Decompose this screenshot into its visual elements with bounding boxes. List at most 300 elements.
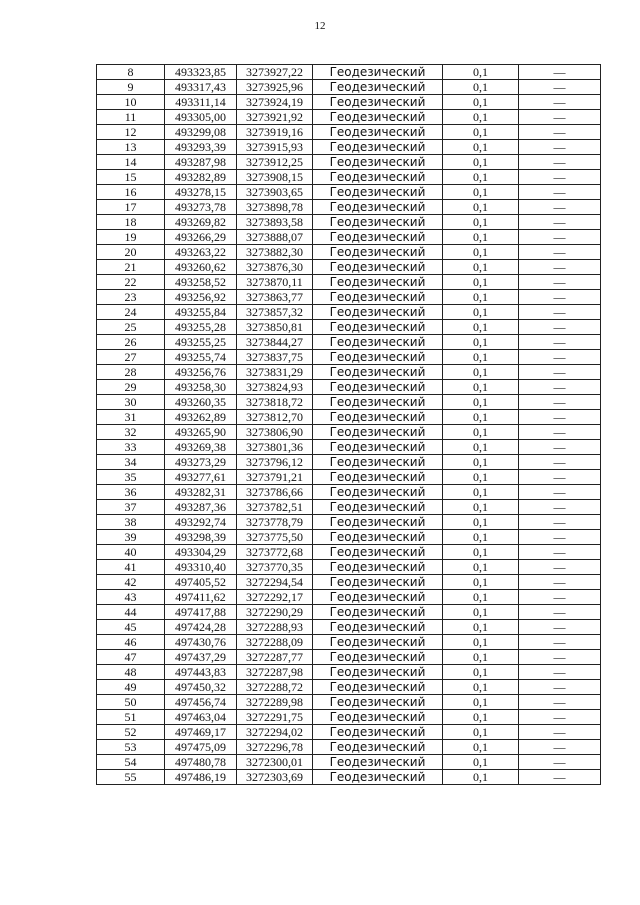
note-cell: — bbox=[519, 185, 601, 200]
note-cell: — bbox=[519, 65, 601, 80]
method-cell: Геодезический bbox=[313, 650, 443, 665]
method-cell: Геодезический bbox=[313, 200, 443, 215]
x-coordinate-cell: 493256,76 bbox=[165, 365, 237, 380]
accuracy-cell: 0,1 bbox=[443, 485, 519, 500]
x-coordinate-cell: 493263,22 bbox=[165, 245, 237, 260]
point-number-cell: 54 bbox=[97, 755, 165, 770]
note-cell: — bbox=[519, 680, 601, 695]
accuracy-cell: 0,1 bbox=[443, 395, 519, 410]
point-number-cell: 53 bbox=[97, 740, 165, 755]
table-row bbox=[97, 245, 601, 260]
point-number-cell: 51 bbox=[97, 710, 165, 725]
accuracy-cell: 0,1 bbox=[443, 305, 519, 320]
point-number-cell: 35 bbox=[97, 470, 165, 485]
method-cell: Геодезический bbox=[313, 635, 443, 650]
x-coordinate-cell: 493258,52 bbox=[165, 275, 237, 290]
accuracy-cell: 0,1 bbox=[443, 200, 519, 215]
x-coordinate-cell: 497475,09 bbox=[165, 740, 237, 755]
method-cell: Геодезический bbox=[313, 275, 443, 290]
table-row bbox=[97, 470, 601, 485]
x-coordinate-cell: 493299,08 bbox=[165, 125, 237, 140]
method-cell: Геодезический bbox=[313, 560, 443, 575]
y-coordinate-cell: 3272287,98 bbox=[237, 665, 313, 680]
method-cell: Геодезический bbox=[313, 410, 443, 425]
accuracy-cell: 0,1 bbox=[443, 665, 519, 680]
point-number-cell: 13 bbox=[97, 140, 165, 155]
x-coordinate-cell: 493311,14 bbox=[165, 95, 237, 110]
accuracy-cell: 0,1 bbox=[443, 500, 519, 515]
accuracy-cell: 0,1 bbox=[443, 650, 519, 665]
y-coordinate-cell: 3273778,79 bbox=[237, 515, 313, 530]
table-row bbox=[97, 695, 601, 710]
y-coordinate-cell: 3273831,29 bbox=[237, 365, 313, 380]
note-cell: — bbox=[519, 245, 601, 260]
x-coordinate-cell: 493255,25 bbox=[165, 335, 237, 350]
method-cell: Геодезический bbox=[313, 455, 443, 470]
x-coordinate-cell: 493260,62 bbox=[165, 260, 237, 275]
y-coordinate-cell: 3273898,78 bbox=[237, 200, 313, 215]
method-cell: Геодезический bbox=[313, 290, 443, 305]
note-cell: — bbox=[519, 740, 601, 755]
x-coordinate-cell: 497480,78 bbox=[165, 755, 237, 770]
x-coordinate-cell: 493258,30 bbox=[165, 380, 237, 395]
x-coordinate-cell: 493292,74 bbox=[165, 515, 237, 530]
x-coordinate-cell: 493255,74 bbox=[165, 350, 237, 365]
table-row bbox=[97, 215, 601, 230]
note-cell: — bbox=[519, 755, 601, 770]
note-cell: — bbox=[519, 155, 601, 170]
x-coordinate-cell: 493317,43 bbox=[165, 80, 237, 95]
point-number-cell: 15 bbox=[97, 170, 165, 185]
note-cell: — bbox=[519, 200, 601, 215]
note-cell: — bbox=[519, 710, 601, 725]
x-coordinate-cell: 493293,39 bbox=[165, 140, 237, 155]
note-cell: — bbox=[519, 575, 601, 590]
point-number-cell: 34 bbox=[97, 455, 165, 470]
accuracy-cell: 0,1 bbox=[443, 590, 519, 605]
x-coordinate-cell: 497430,76 bbox=[165, 635, 237, 650]
method-cell: Геодезический bbox=[313, 770, 443, 785]
table-row bbox=[97, 665, 601, 680]
table-row bbox=[97, 545, 601, 560]
table-row bbox=[97, 110, 601, 125]
x-coordinate-cell: 493262,89 bbox=[165, 410, 237, 425]
table-row bbox=[97, 380, 601, 395]
y-coordinate-cell: 3272300,01 bbox=[237, 755, 313, 770]
x-coordinate-cell: 493256,92 bbox=[165, 290, 237, 305]
accuracy-cell: 0,1 bbox=[443, 575, 519, 590]
accuracy-cell: 0,1 bbox=[443, 455, 519, 470]
method-cell: Геодезический bbox=[313, 575, 443, 590]
point-number-cell: 12 bbox=[97, 125, 165, 140]
accuracy-cell: 0,1 bbox=[443, 215, 519, 230]
table-row bbox=[97, 770, 601, 785]
point-number-cell: 40 bbox=[97, 545, 165, 560]
accuracy-cell: 0,1 bbox=[443, 770, 519, 785]
point-number-cell: 21 bbox=[97, 260, 165, 275]
y-coordinate-cell: 3273772,68 bbox=[237, 545, 313, 560]
note-cell: — bbox=[519, 140, 601, 155]
table-row bbox=[97, 485, 601, 500]
accuracy-cell: 0,1 bbox=[443, 125, 519, 140]
x-coordinate-cell: 493265,90 bbox=[165, 425, 237, 440]
method-cell: Геодезический bbox=[313, 740, 443, 755]
table-row bbox=[97, 335, 601, 350]
x-coordinate-cell: 493282,89 bbox=[165, 170, 237, 185]
table-row bbox=[97, 650, 601, 665]
note-cell: — bbox=[519, 515, 601, 530]
note-cell: — bbox=[519, 365, 601, 380]
note-cell: — bbox=[519, 695, 601, 710]
accuracy-cell: 0,1 bbox=[443, 380, 519, 395]
accuracy-cell: 0,1 bbox=[443, 440, 519, 455]
point-number-cell: 26 bbox=[97, 335, 165, 350]
y-coordinate-cell: 3272289,98 bbox=[237, 695, 313, 710]
accuracy-cell: 0,1 bbox=[443, 275, 519, 290]
table-row bbox=[97, 395, 601, 410]
accuracy-cell: 0,1 bbox=[443, 110, 519, 125]
x-coordinate-cell: 493278,15 bbox=[165, 185, 237, 200]
table-row bbox=[97, 755, 601, 770]
method-cell: Геодезический bbox=[313, 620, 443, 635]
point-number-cell: 44 bbox=[97, 605, 165, 620]
point-number-cell: 29 bbox=[97, 380, 165, 395]
table-row bbox=[97, 620, 601, 635]
note-cell: — bbox=[519, 590, 601, 605]
y-coordinate-cell: 3273796,12 bbox=[237, 455, 313, 470]
note-cell: — bbox=[519, 635, 601, 650]
x-coordinate-cell: 493255,28 bbox=[165, 320, 237, 335]
table-row bbox=[97, 305, 601, 320]
method-cell: Геодезический bbox=[313, 680, 443, 695]
method-cell: Геодезический bbox=[313, 350, 443, 365]
accuracy-cell: 0,1 bbox=[443, 365, 519, 380]
y-coordinate-cell: 3272290,29 bbox=[237, 605, 313, 620]
method-cell: Геодезический bbox=[313, 605, 443, 620]
accuracy-cell: 0,1 bbox=[443, 425, 519, 440]
table-row bbox=[97, 365, 601, 380]
table-row bbox=[97, 80, 601, 95]
accuracy-cell: 0,1 bbox=[443, 755, 519, 770]
method-cell: Геодезический bbox=[313, 665, 443, 680]
y-coordinate-cell: 3273818,72 bbox=[237, 395, 313, 410]
method-cell: Геодезический bbox=[313, 485, 443, 500]
table-row bbox=[97, 410, 601, 425]
accuracy-cell: 0,1 bbox=[443, 605, 519, 620]
y-coordinate-cell: 3273801,36 bbox=[237, 440, 313, 455]
x-coordinate-cell: 493298,39 bbox=[165, 530, 237, 545]
y-coordinate-cell: 3273770,35 bbox=[237, 560, 313, 575]
point-number-cell: 46 bbox=[97, 635, 165, 650]
note-cell: — bbox=[519, 500, 601, 515]
y-coordinate-cell: 3273893,58 bbox=[237, 215, 313, 230]
note-cell: — bbox=[519, 215, 601, 230]
table-row bbox=[97, 455, 601, 470]
x-coordinate-cell: 493266,29 bbox=[165, 230, 237, 245]
table-row bbox=[97, 200, 601, 215]
table-row bbox=[97, 590, 601, 605]
table-row bbox=[97, 680, 601, 695]
y-coordinate-cell: 3273791,21 bbox=[237, 470, 313, 485]
method-cell: Геодезический bbox=[313, 530, 443, 545]
table-row bbox=[97, 515, 601, 530]
y-coordinate-cell: 3272287,77 bbox=[237, 650, 313, 665]
accuracy-cell: 0,1 bbox=[443, 545, 519, 560]
method-cell: Геодезический bbox=[313, 230, 443, 245]
method-cell: Геодезический bbox=[313, 65, 443, 80]
accuracy-cell: 0,1 bbox=[443, 470, 519, 485]
table-row bbox=[97, 170, 601, 185]
method-cell: Геодезический bbox=[313, 395, 443, 410]
point-number-cell: 23 bbox=[97, 290, 165, 305]
point-number-cell: 24 bbox=[97, 305, 165, 320]
note-cell: — bbox=[519, 80, 601, 95]
table-row bbox=[97, 125, 601, 140]
x-coordinate-cell: 497424,28 bbox=[165, 620, 237, 635]
x-coordinate-cell: 493282,31 bbox=[165, 485, 237, 500]
point-number-cell: 42 bbox=[97, 575, 165, 590]
method-cell: Геодезический bbox=[313, 320, 443, 335]
table-row bbox=[97, 725, 601, 740]
note-cell: — bbox=[519, 485, 601, 500]
table-row bbox=[97, 155, 601, 170]
y-coordinate-cell: 3273925,96 bbox=[237, 80, 313, 95]
note-cell: — bbox=[519, 290, 601, 305]
note-cell: — bbox=[519, 470, 601, 485]
y-coordinate-cell: 3272291,75 bbox=[237, 710, 313, 725]
accuracy-cell: 0,1 bbox=[443, 65, 519, 80]
y-coordinate-cell: 3273857,32 bbox=[237, 305, 313, 320]
accuracy-cell: 0,1 bbox=[443, 560, 519, 575]
note-cell: — bbox=[519, 440, 601, 455]
point-number-cell: 31 bbox=[97, 410, 165, 425]
note-cell: — bbox=[519, 530, 601, 545]
accuracy-cell: 0,1 bbox=[443, 155, 519, 170]
y-coordinate-cell: 3272303,69 bbox=[237, 770, 313, 785]
table-row bbox=[97, 320, 601, 335]
y-coordinate-cell: 3272288,93 bbox=[237, 620, 313, 635]
coordinates-table bbox=[96, 64, 601, 785]
x-coordinate-cell: 493260,35 bbox=[165, 395, 237, 410]
point-number-cell: 22 bbox=[97, 275, 165, 290]
method-cell: Геодезический bbox=[313, 110, 443, 125]
y-coordinate-cell: 3273863,77 bbox=[237, 290, 313, 305]
x-coordinate-cell: 497411,62 bbox=[165, 590, 237, 605]
method-cell: Геодезический bbox=[313, 440, 443, 455]
note-cell: — bbox=[519, 545, 601, 560]
accuracy-cell: 0,1 bbox=[443, 290, 519, 305]
method-cell: Геодезический bbox=[313, 140, 443, 155]
y-coordinate-cell: 3273915,93 bbox=[237, 140, 313, 155]
point-number-cell: 10 bbox=[97, 95, 165, 110]
x-coordinate-cell: 493277,61 bbox=[165, 470, 237, 485]
method-cell: Геодезический bbox=[313, 545, 443, 560]
page-number: 12 bbox=[314, 20, 326, 32]
accuracy-cell: 0,1 bbox=[443, 530, 519, 545]
x-coordinate-cell: 497469,17 bbox=[165, 725, 237, 740]
x-coordinate-cell: 497417,88 bbox=[165, 605, 237, 620]
table-row bbox=[97, 425, 601, 440]
method-cell: Геодезический bbox=[313, 215, 443, 230]
point-number-cell: 33 bbox=[97, 440, 165, 455]
table-row bbox=[97, 185, 601, 200]
table-row bbox=[97, 440, 601, 455]
point-number-cell: 27 bbox=[97, 350, 165, 365]
point-number-cell: 18 bbox=[97, 215, 165, 230]
y-coordinate-cell: 3272288,09 bbox=[237, 635, 313, 650]
y-coordinate-cell: 3273850,81 bbox=[237, 320, 313, 335]
point-number-cell: 45 bbox=[97, 620, 165, 635]
x-coordinate-cell: 497450,32 bbox=[165, 680, 237, 695]
method-cell: Геодезический bbox=[313, 335, 443, 350]
point-number-cell: 17 bbox=[97, 200, 165, 215]
accuracy-cell: 0,1 bbox=[443, 740, 519, 755]
point-number-cell: 48 bbox=[97, 665, 165, 680]
note-cell: — bbox=[519, 110, 601, 125]
table-row bbox=[97, 260, 601, 275]
y-coordinate-cell: 3273837,75 bbox=[237, 350, 313, 365]
table-row bbox=[97, 740, 601, 755]
y-coordinate-cell: 3272294,54 bbox=[237, 575, 313, 590]
point-number-cell: 19 bbox=[97, 230, 165, 245]
accuracy-cell: 0,1 bbox=[443, 185, 519, 200]
coordinates-table-body bbox=[97, 65, 601, 785]
note-cell: — bbox=[519, 275, 601, 290]
point-number-cell: 50 bbox=[97, 695, 165, 710]
table-row bbox=[97, 140, 601, 155]
x-coordinate-cell: 497463,04 bbox=[165, 710, 237, 725]
x-coordinate-cell: 493304,29 bbox=[165, 545, 237, 560]
point-number-cell: 8 bbox=[97, 65, 165, 80]
table-row bbox=[97, 560, 601, 575]
x-coordinate-cell: 493273,78 bbox=[165, 200, 237, 215]
accuracy-cell: 0,1 bbox=[443, 725, 519, 740]
method-cell: Геодезический bbox=[313, 260, 443, 275]
y-coordinate-cell: 3273912,25 bbox=[237, 155, 313, 170]
accuracy-cell: 0,1 bbox=[443, 140, 519, 155]
note-cell: — bbox=[519, 725, 601, 740]
accuracy-cell: 0,1 bbox=[443, 260, 519, 275]
note-cell: — bbox=[519, 620, 601, 635]
point-number-cell: 30 bbox=[97, 395, 165, 410]
table-row bbox=[97, 710, 601, 725]
note-cell: — bbox=[519, 665, 601, 680]
accuracy-cell: 0,1 bbox=[443, 170, 519, 185]
method-cell: Геодезический bbox=[313, 470, 443, 485]
note-cell: — bbox=[519, 770, 601, 785]
accuracy-cell: 0,1 bbox=[443, 230, 519, 245]
y-coordinate-cell: 3273824,93 bbox=[237, 380, 313, 395]
point-number-cell: 28 bbox=[97, 365, 165, 380]
method-cell: Геодезический bbox=[313, 305, 443, 320]
point-number-cell: 16 bbox=[97, 185, 165, 200]
method-cell: Геодезический bbox=[313, 725, 443, 740]
y-coordinate-cell: 3272292,17 bbox=[237, 590, 313, 605]
note-cell: — bbox=[519, 455, 601, 470]
note-cell: — bbox=[519, 605, 601, 620]
method-cell: Геодезический bbox=[313, 170, 443, 185]
accuracy-cell: 0,1 bbox=[443, 335, 519, 350]
method-cell: Геодезический bbox=[313, 710, 443, 725]
y-coordinate-cell: 3273775,50 bbox=[237, 530, 313, 545]
accuracy-cell: 0,1 bbox=[443, 80, 519, 95]
method-cell: Геодезический bbox=[313, 185, 443, 200]
method-cell: Геодезический bbox=[313, 500, 443, 515]
y-coordinate-cell: 3273782,51 bbox=[237, 500, 313, 515]
table-row bbox=[97, 575, 601, 590]
y-coordinate-cell: 3273882,30 bbox=[237, 245, 313, 260]
method-cell: Геодезический bbox=[313, 590, 443, 605]
table-row bbox=[97, 500, 601, 515]
note-cell: — bbox=[519, 380, 601, 395]
y-coordinate-cell: 3273888,07 bbox=[237, 230, 313, 245]
table-row bbox=[97, 605, 601, 620]
method-cell: Геодезический bbox=[313, 95, 443, 110]
x-coordinate-cell: 493269,82 bbox=[165, 215, 237, 230]
note-cell: — bbox=[519, 410, 601, 425]
note-cell: — bbox=[519, 350, 601, 365]
note-cell: — bbox=[519, 320, 601, 335]
point-number-cell: 52 bbox=[97, 725, 165, 740]
table-row bbox=[97, 65, 601, 80]
method-cell: Геодезический bbox=[313, 365, 443, 380]
point-number-cell: 11 bbox=[97, 110, 165, 125]
x-coordinate-cell: 493287,98 bbox=[165, 155, 237, 170]
note-cell: — bbox=[519, 335, 601, 350]
note-cell: — bbox=[519, 650, 601, 665]
note-cell: — bbox=[519, 170, 601, 185]
method-cell: Геодезический bbox=[313, 80, 443, 95]
x-coordinate-cell: 497437,29 bbox=[165, 650, 237, 665]
point-number-cell: 20 bbox=[97, 245, 165, 260]
table-row bbox=[97, 635, 601, 650]
y-coordinate-cell: 3272296,78 bbox=[237, 740, 313, 755]
y-coordinate-cell: 3273812,70 bbox=[237, 410, 313, 425]
point-number-cell: 14 bbox=[97, 155, 165, 170]
note-cell: — bbox=[519, 305, 601, 320]
accuracy-cell: 0,1 bbox=[443, 695, 519, 710]
method-cell: Геодезический bbox=[313, 245, 443, 260]
accuracy-cell: 0,1 bbox=[443, 320, 519, 335]
accuracy-cell: 0,1 bbox=[443, 350, 519, 365]
accuracy-cell: 0,1 bbox=[443, 95, 519, 110]
x-coordinate-cell: 497456,74 bbox=[165, 695, 237, 710]
accuracy-cell: 0,1 bbox=[443, 245, 519, 260]
x-coordinate-cell: 493310,40 bbox=[165, 560, 237, 575]
accuracy-cell: 0,1 bbox=[443, 635, 519, 650]
x-coordinate-cell: 493255,84 bbox=[165, 305, 237, 320]
y-coordinate-cell: 3273908,15 bbox=[237, 170, 313, 185]
accuracy-cell: 0,1 bbox=[443, 620, 519, 635]
y-coordinate-cell: 3273919,16 bbox=[237, 125, 313, 140]
method-cell: Геодезический bbox=[313, 515, 443, 530]
x-coordinate-cell: 493273,29 bbox=[165, 455, 237, 470]
note-cell: — bbox=[519, 95, 601, 110]
y-coordinate-cell: 3273903,65 bbox=[237, 185, 313, 200]
y-coordinate-cell: 3272294,02 bbox=[237, 725, 313, 740]
y-coordinate-cell: 3273786,66 bbox=[237, 485, 313, 500]
method-cell: Геодезический bbox=[313, 755, 443, 770]
x-coordinate-cell: 493305,00 bbox=[165, 110, 237, 125]
point-number-cell: 49 bbox=[97, 680, 165, 695]
note-cell: — bbox=[519, 260, 601, 275]
note-cell: — bbox=[519, 560, 601, 575]
y-coordinate-cell: 3273924,19 bbox=[237, 95, 313, 110]
point-number-cell: 25 bbox=[97, 320, 165, 335]
point-number-cell: 55 bbox=[97, 770, 165, 785]
table-row bbox=[97, 230, 601, 245]
point-number-cell: 38 bbox=[97, 515, 165, 530]
